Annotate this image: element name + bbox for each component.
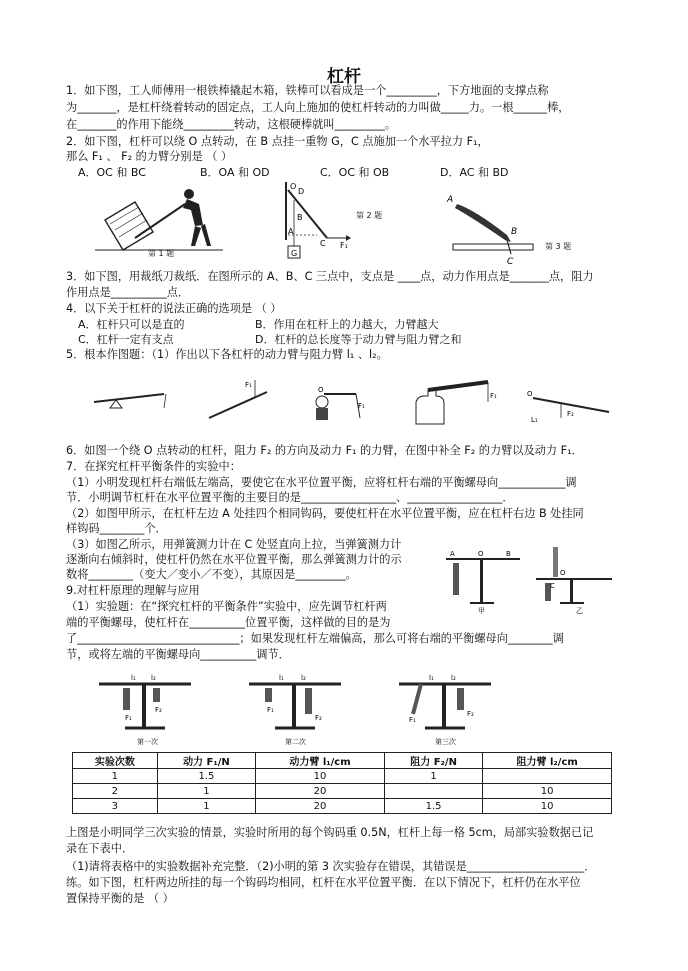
experiment-data-table [72, 752, 612, 814]
figure-lever-f1 [205, 378, 275, 423]
exp1-label-l2: l₂ [151, 674, 156, 682]
practice-line2: 置保持平衡的是 （ ） [66, 892, 174, 905]
fig3-caption: 第 3 题 [545, 242, 572, 251]
fig1-caption: 第 1 题 [148, 249, 175, 258]
table-cell: 1 [384, 769, 483, 784]
q2-line2: 那么 F₁ 、 F₂ 的力臂分别是 （ ） [66, 150, 233, 163]
q5-stem: 5．根本作图题：（1）作出以下各杠杆的动力臂与阻力臂 l₁ 、l₂。 [66, 348, 388, 361]
exp2-label-l1: l₁ [279, 674, 284, 682]
q9-desc-line2: 录在下表中． [66, 842, 134, 855]
label-o: O [290, 182, 297, 191]
table-row [73, 769, 612, 784]
table-row [73, 799, 612, 814]
label-f1: F₁ [340, 241, 348, 250]
q2-line1: 2．如下图，杠杆可以绕 O 点转动，在 B 点挂一重物 G，C 点施加一个水平拉力 F₁， [66, 135, 489, 148]
q7-stem: 7．在探究杠杆平衡条件的实验中： [66, 460, 241, 473]
exp3-label-l1: l₁ [429, 674, 434, 682]
q4-stem: 4．以下关于杠杆的说法正确的选项是 （ ） [66, 302, 282, 315]
q9-1-line2: 端的平衡螺母，使杠杆在__________位置平衡，这样做的目的是为 [66, 616, 391, 629]
exp3-label-f2: F₂ [467, 710, 474, 718]
q7-label-b: B [506, 550, 511, 558]
exp2-label-f1: F₁ [267, 706, 274, 714]
table-cell: 10 [483, 784, 612, 799]
figure-bar-f2 [525, 390, 615, 425]
q4-option-c: C．杠杆一定有支点 [78, 333, 174, 346]
q4-option-b: B．作用在杠杆上的力越大，力臂越大 [255, 318, 439, 331]
table-header-row [73, 753, 612, 769]
q4-option-a: A．杠杆只可以是直的 [78, 318, 185, 331]
q4-option-d: D．杠杆的总长度等于动力臂与阻力臂之和 [255, 333, 462, 346]
exp3-label-f1: F₁ [409, 716, 416, 724]
table-row [73, 784, 612, 799]
fig2-caption: 第 2 题 [356, 211, 383, 220]
table-header: 动力臂 l₁/cm [256, 753, 385, 769]
label-d: D [298, 187, 305, 196]
figure-paper-cutter [445, 190, 535, 265]
q7-2-line1: （2）如图甲所示，在杠杆左边 A 处挂四个相同钩码，要使杠杆在水平位置平衡，应在杠杆右边 B 处挂同 [66, 507, 584, 520]
q9-1-line3: 了_____________________________；如果发现杠杆左端偏高，那么可将右端的平衡螺母向________调 [66, 632, 564, 645]
q7-1-line2: 节．小明调节杠杆在水平位置平衡的主要目的是_________________、_________________． [66, 491, 514, 504]
table-header: 实验次数 [73, 753, 158, 769]
exp1-label-f2: F₂ [155, 706, 162, 714]
q7-3-line3: 数将________（变大／变小／不变），其原因是_________。 [66, 568, 357, 581]
label-c: C [507, 257, 514, 265]
q3-line1: 3．如下图，用裁纸刀裁纸．在图所示的 A、B、C 三点中，支点是 ____点，动力作用点是_______点，阻力 [66, 270, 594, 283]
q9-1-line4: 节，或将左端的平衡螺母向__________调节． [66, 648, 290, 661]
q2-option-a: A．OC 和 BC [78, 166, 146, 179]
crate-shape [105, 202, 153, 250]
spring-scale [553, 547, 558, 577]
q5-label-o-a: O [318, 386, 324, 394]
exp2-label-f2: F₂ [315, 714, 322, 722]
exp1-label-f1: F₁ [125, 714, 132, 722]
q1-line1: 1．如下图，工人师傅用一根铁棒撬起木箱，铁棒可以看成是一个_________，下方地面的支撑点称 [66, 84, 549, 97]
q3-line2: 作用点是__________点． [66, 286, 190, 299]
q9-sub-line: （1)请将表格中的实验数据补充完整．（2)小明的第 3 次实验存在错误，其错误是_____________________． [66, 860, 596, 873]
table-cell: 1.5 [157, 769, 256, 784]
figure-seesaw [90, 380, 170, 420]
figure-wall-lever [272, 180, 352, 260]
table-header: 动力 F₁/N [157, 753, 256, 769]
cutter-pivot [507, 240, 511, 254]
q7-1-line1: （1）小明发现杠杆右端低左端高，要使它在水平位置平衡，应将杠杆右端的平衡螺母向____________调 [66, 476, 577, 489]
q6-line: 6．如图一个绕 O 点转动的杠杆，阻力 F₂ 的方向及动力 F₁ 的力臂，在图中补全 F₂ 的力臂以及动力 F₁． [66, 444, 583, 457]
table-cell: 1 [157, 784, 256, 799]
q7-label-o-a: O [478, 550, 484, 558]
q7-3-line1: （3）如图乙所示，用弹簧测力计在 C 处竖直向上拉，当弹簧测力计 [66, 538, 402, 551]
q9-desc-line1: 上图是小明同学三次实验的情景，实验时所用的每个钩码重 0.5N，杠杆上每一格 5cm，局部实验数据已记 [66, 826, 594, 839]
table-cell: 20 [256, 784, 385, 799]
table-cell [384, 784, 483, 799]
table-cell: 1 [157, 799, 256, 814]
q2-option-c: C．OC 和 OB [320, 166, 390, 179]
label-b: B [297, 213, 303, 222]
table-cell: 10 [256, 769, 385, 784]
q5-label-f1-a: F₁ [245, 381, 252, 389]
cutter-base [453, 244, 533, 250]
q5-label-f1-b: F₁ [358, 402, 365, 410]
figure-q7-levers [440, 545, 620, 615]
table-cell: 10 [483, 799, 612, 814]
q9-1-line1: （1）实验题：在“探究杠杆的平衡条件”实验中，应先调节杠杆两 [66, 600, 387, 613]
worker-figure [183, 189, 211, 246]
exp3-label-l2: l₂ [451, 674, 456, 682]
figure-experiment-1 [95, 670, 195, 748]
exp2-label-l2: l₂ [301, 674, 306, 682]
label-a: A [447, 195, 454, 205]
label-c: C [320, 239, 326, 248]
q5-label-f2: F₂ [567, 410, 574, 418]
q7-2-line2: 样钩码________个． [66, 522, 167, 535]
table-cell: 20 [256, 799, 385, 814]
fig-jia-caption: 甲 [478, 607, 485, 615]
exp3-caption: 第三次 [435, 738, 456, 746]
q2-option-d: D．AC 和 BD [440, 166, 509, 179]
label-b: B [511, 227, 518, 237]
q1-line2: 为_______，是杠杆绕着转动的固定点，工人向上施加的使杠杆转动的力叫做_____力。一根______棒， [66, 101, 570, 114]
figure-pulley-lever [310, 378, 370, 423]
q2-option-b: B．OA 和 OD [200, 166, 270, 179]
table-cell [483, 769, 612, 784]
table-cell: 2 [73, 784, 158, 799]
q1-line3: 在_______的作用下能绕_________转动，这根硬棒就叫_________。 [66, 118, 397, 131]
fig-yi-caption: 乙 [576, 607, 583, 615]
q5-label-l1: L₁ [531, 416, 538, 424]
label-a: A [288, 227, 294, 236]
q7-label-o-b: O [560, 569, 566, 577]
exp1-caption: 第一次 [137, 738, 158, 746]
hooks-jia [453, 563, 459, 595]
table-cell: 3 [73, 799, 158, 814]
q7-3-line2: 逐渐向右倾斜时，使杠杆仍然在水平位置平衡，那么弹簧测力计的示 [66, 553, 402, 566]
q5-label-o-b: O [527, 390, 533, 398]
label-g: G [291, 249, 298, 258]
q9-title: 9.对杠杆原理的理解与应用 [66, 584, 200, 597]
q7-label-a: A [450, 550, 455, 558]
page-title: 杠杆 [327, 67, 361, 87]
q5-label-f1-c: F₁ [490, 392, 497, 400]
q7-label-c: C [550, 582, 555, 590]
figure-bottle-opener [410, 380, 500, 425]
figure-experiment-3 [395, 670, 495, 748]
exp1-label-l1: l₁ [131, 674, 136, 682]
crowbar-line [135, 204, 185, 238]
table-header: 阻力 F₂/N [384, 753, 483, 769]
cutter-handle [455, 204, 511, 242]
exp2-caption: 第二次 [285, 738, 306, 746]
figure-experiment-2 [245, 670, 345, 748]
table-cell: 1.5 [384, 799, 483, 814]
table-cell: 1 [73, 769, 158, 784]
table-header: 阻力臂 l₂/cm [483, 753, 612, 769]
practice-line1: 练。如下图，杠杆两边所挂的每一个钩码均相同，杠杆在水平位置平衡．在以下情况下，杠杆仍在水平位 [66, 876, 581, 889]
